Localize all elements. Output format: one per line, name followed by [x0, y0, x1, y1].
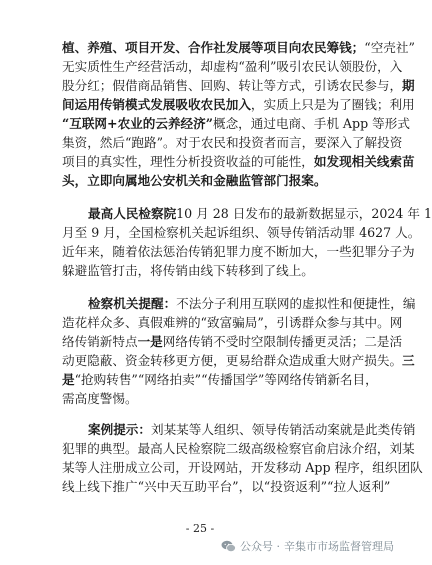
paragraph-prosecutor-reminder: [62, 294, 416, 408]
text-line: [62, 439, 415, 458]
text-run: 需高度警惕。: [62, 391, 138, 406]
text-run: “抢购转售”“网络拍卖”“传播国学”等网络传销新名目，: [74, 372, 378, 387]
text-run: ，实质上只是为了圈钱；利用: [250, 97, 415, 112]
text-line: [62, 313, 403, 332]
text-run: “空壳社”: [364, 40, 415, 55]
text-line: [62, 114, 410, 133]
bold-text-run: 检察机关提醒：: [88, 296, 177, 311]
text-line: [62, 152, 415, 171]
paragraph-statistics: [62, 204, 432, 280]
bold-text-run: 间运用传销模式发展吸收农民加入: [62, 97, 251, 112]
text-line: [62, 261, 362, 280]
text-line: [62, 351, 415, 370]
text-line: [62, 420, 416, 439]
text-run: 月至 9 月，全国检察机关起诉组织、领导传销活动罪 4627 人。: [62, 225, 421, 240]
text-line: [62, 204, 432, 223]
text-line: [62, 95, 415, 114]
paragraph-case: [62, 420, 423, 496]
text-run: 络传销新特点: [62, 334, 138, 349]
text-line: [62, 477, 391, 496]
bold-text-run: 案例提示：: [88, 422, 151, 437]
text-run: 躲避监管打击，将传销由线下转移到了线上。: [62, 263, 314, 278]
text-run: 刘某某等人组织、领导传销活动案就是此类传销: [150, 422, 416, 437]
text-run: 股分红；假借商品销售、回购、转让等方式，引诱农民参与，: [62, 78, 403, 93]
text-line: [62, 76, 415, 95]
text-run: 集资，然后“跑路”。对于农民和投资者而言，要深入了解投资: [62, 135, 403, 150]
bold-text-run: 是: [62, 372, 75, 387]
text-run: 无实质性生产经营活动，却虚构“盈利”吸引农民认领股份，入: [62, 59, 403, 74]
text-run: 概念，通过电商、手机 App 等形式: [212, 116, 410, 131]
wechat-icon: [221, 540, 236, 553]
text-line: [62, 370, 378, 389]
bold-text-run: “互联网+农业的云养经济”: [62, 116, 213, 131]
text-run: 10 月 28 日发布的最新数据显示，2024 年 1: [176, 206, 432, 221]
text-line: [62, 171, 362, 190]
text-run: 项目的真实性，理性分析投资收益的可能性，: [62, 154, 314, 169]
text-line: [62, 389, 362, 408]
watermark-prefix: 公众号 ·: [240, 540, 280, 553]
text-run: 动更隐蔽、资金转移更方便，更易给群众造成重大财产损失。: [62, 353, 403, 368]
bold-text-run: 一是: [137, 334, 163, 349]
text-line: [62, 133, 403, 152]
text-run: 近年来，随着依法惩治传销犯罪力度不断加大，一些犯罪分子为: [62, 244, 415, 259]
bold-text-run: 三: [402, 353, 415, 368]
bold-text-run: 头，立即向属地公安机关和金融监管部门报案。: [62, 173, 327, 188]
text-run: 网络传销不受时空限制传播更灵活；二是活: [162, 334, 403, 349]
bold-text-run: 最高人民检察院: [88, 206, 177, 221]
text-run: 某等人注册成立公司，开设网站，开发移动 App 程序，组织团队: [62, 460, 423, 475]
text-line: [62, 223, 421, 242]
text-line: [62, 294, 416, 313]
text-run: 造花样众多、真假难辨的“致富骗局”，引诱群众参与其中。网: [62, 315, 403, 330]
watermark: [221, 538, 394, 554]
text-run: 不法分子利用互联网的虚拟性和便捷性，编: [176, 296, 416, 311]
text-line: [62, 332, 403, 351]
text-run: 犯罪的典型。最高人民检察院二级高级检察官俞启泳介绍，刘某: [62, 441, 415, 456]
bold-text-run: 期: [402, 78, 415, 93]
bold-text-run: 如发现相关线索苗: [313, 154, 415, 169]
text-run: 线上线下推广“兴中天互助平台”，以“投资返利”“拉人返利”: [62, 479, 391, 494]
bold-text-run: 植、养殖、项目开发、合作社发展等项目向农民筹钱；: [62, 40, 365, 55]
text-line: [62, 57, 403, 76]
paragraph-scams: [62, 38, 415, 190]
watermark-account-name: 辛集市市场监督管理局: [284, 540, 394, 553]
text-line: [62, 242, 415, 261]
text-line: [62, 458, 423, 477]
page-number: - 25 -: [185, 522, 215, 535]
text-line: [62, 38, 415, 57]
